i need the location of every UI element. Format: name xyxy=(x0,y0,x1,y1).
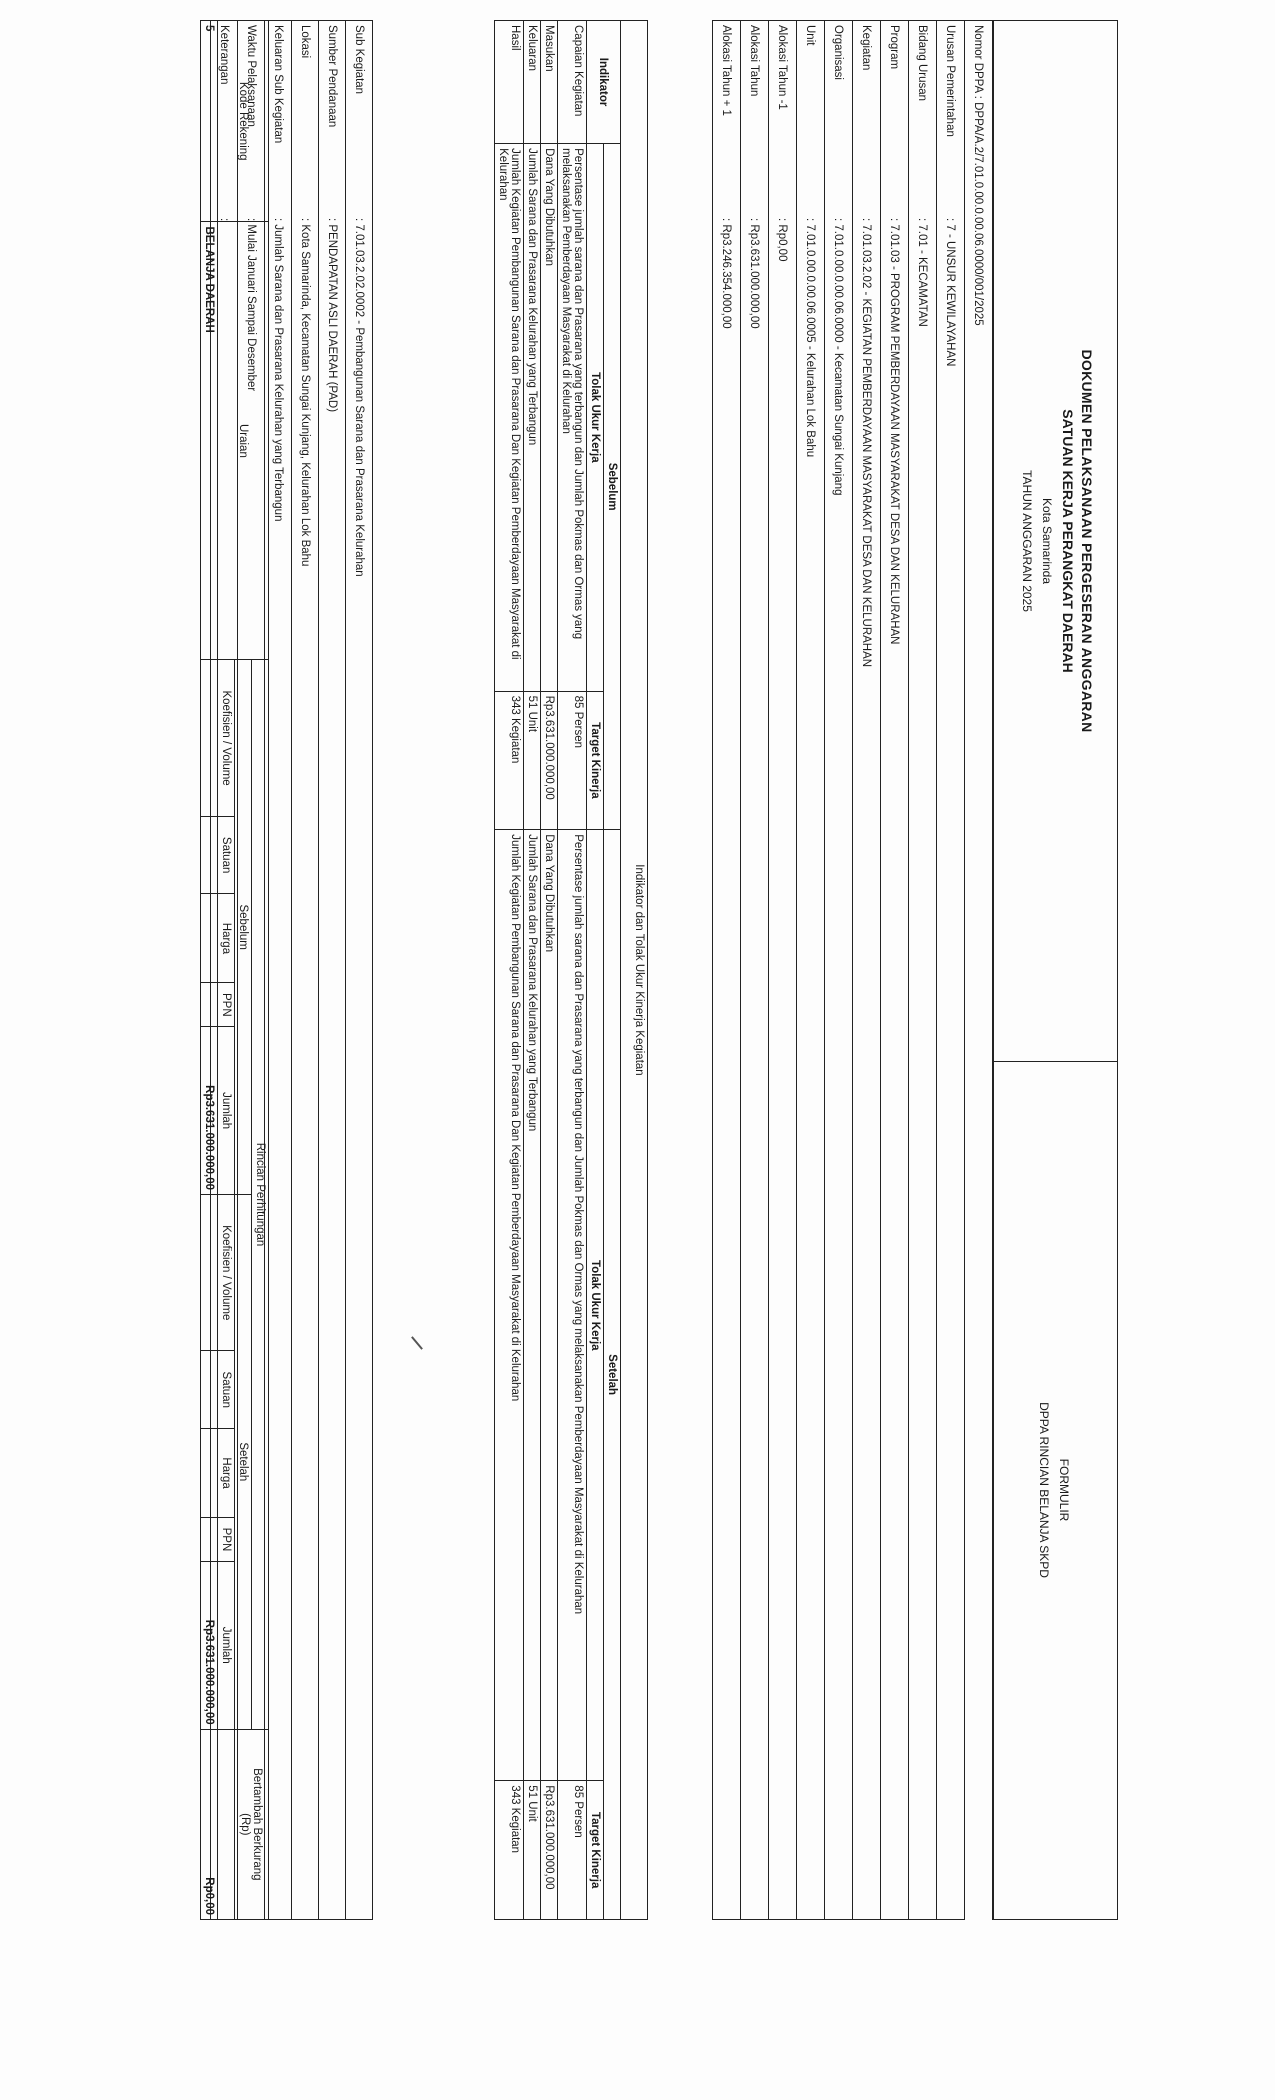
form-label: FORMULIR xyxy=(1057,1458,1071,1522)
indicator-row xyxy=(524,21,541,1920)
sub-info-key: Lokasi xyxy=(292,21,319,215)
col-tuk-before: Tolak Ukur Kerja xyxy=(587,144,604,691)
col-ppn-after: PPN xyxy=(218,1518,235,1562)
selisih-cell: Rp0,00 xyxy=(201,1729,218,1919)
document-subtitle: SATUAN KERJA PERANGKAT DAERAH xyxy=(1060,409,1076,673)
target-after: 51 Unit xyxy=(524,1781,541,1920)
target-before: 343 Kegiatan xyxy=(495,691,524,830)
koefisien-after-cell xyxy=(201,1195,218,1351)
sub-info-key: Keterangan xyxy=(211,21,238,215)
indicator-header-row xyxy=(587,21,604,1920)
col-harga-before: Harga xyxy=(218,894,235,983)
sub-info-row xyxy=(292,21,319,1920)
indicator-caption-row xyxy=(621,21,648,1920)
info-key: Urusan Pemerintahan xyxy=(937,21,965,215)
col-selisih-blank xyxy=(218,1729,235,1919)
target-after: Rp3.631.000.000,00 xyxy=(541,1781,558,1920)
info-row xyxy=(741,21,769,1920)
tuk-before: Jumlah Sarana dan Prasarana Kelurahan yang Terbangun xyxy=(524,144,541,691)
sub-info-key: Sub Kegiatan xyxy=(346,21,373,215)
harga-after-cell xyxy=(201,1429,218,1518)
rincian-header-row-1 xyxy=(252,21,269,1920)
header-form-block xyxy=(994,1061,1117,1919)
col-uraian: Uraian xyxy=(218,222,269,660)
indicator-label: Capaian Kegiatan xyxy=(558,21,587,144)
info-row xyxy=(881,21,909,1920)
col-koefisien-before: Koefisien / Volume xyxy=(218,660,235,816)
indicator-row xyxy=(495,21,524,1920)
col-jumlah-after: Jumlah xyxy=(218,1561,235,1729)
col-bertambah-berkurang xyxy=(235,1729,269,1919)
document-title: DOKUMEN PELAKSANAAN PERGESERAN ANGGARAN xyxy=(1079,349,1095,733)
info-key: Unit xyxy=(797,21,825,215)
info-value: : 7.01.0.00.0.00.06.0000 - Kecamatan Sungai Kunjang xyxy=(825,214,853,1920)
col-target-after: Target Kinerja xyxy=(587,1781,604,1920)
sub-info-value: : Kota Samarinda, Kecamatan Sungai Kunjang, Kelurahan Lok Bahu xyxy=(292,214,319,1920)
info-value: : Rp3.631.000.000,00 xyxy=(741,214,769,1920)
header-title-block xyxy=(994,21,1117,1062)
sub-info-row xyxy=(319,21,346,1920)
kode-cell: 5 xyxy=(201,21,218,222)
col-sebelum: Sebelum xyxy=(604,144,621,830)
col-tuk-after: Tolak Ukur Kerja xyxy=(587,830,604,1781)
info-key: Organisasi xyxy=(825,21,853,215)
koefisien-before-cell xyxy=(201,660,218,816)
info-row xyxy=(853,21,881,1920)
rotated-document xyxy=(98,20,1118,1920)
budget-year: TAHUN ANGGARAN 2025 xyxy=(1020,470,1034,612)
uraian-cell: BELANJA DAERAH xyxy=(201,222,218,660)
indicator-label: Keluaran xyxy=(524,21,541,144)
indicator-label: Hasil xyxy=(495,21,524,144)
target-after: 343 Kegiatan xyxy=(495,1781,524,1920)
col-koefisien-after: Koefisien / Volume xyxy=(218,1195,235,1351)
col-jumlah-before: Jumlah xyxy=(218,1027,235,1195)
col-ppn-before: PPN xyxy=(218,983,235,1027)
target-before: 51 Unit xyxy=(524,691,541,830)
sub-info-value: : 7.01.03.2.02.0002 - Pembangunan Sarana dan Prasarana Kelurahan xyxy=(346,214,373,1920)
col-kode-rekening: Kode Rekening xyxy=(218,21,269,222)
info-value: : 7.01 - KECAMATAN xyxy=(909,214,937,1920)
info-key: Alokasi Tahun xyxy=(741,21,769,215)
ppn-before-cell xyxy=(201,983,218,1027)
info-key: Nomor DPPA : DPPA/A.2/7.01.0.00.0.00.06.0000/001/2025 xyxy=(965,21,993,1920)
info-row xyxy=(825,21,853,1920)
tuk-before: Jumlah Kegiatan Pembangunan Sarana dan Prasarana Dan Kegiatan Pemberdayaan Masyarakat di Kelurahan xyxy=(495,144,524,691)
info-row xyxy=(937,21,965,1920)
bertambah-label: Bertambah Berkurang xyxy=(251,1768,264,1881)
sub-info-row xyxy=(346,21,373,1920)
satuan-after-cell xyxy=(201,1351,218,1429)
col-satuan-before: Satuan xyxy=(218,816,235,894)
col-setelah: Setelah xyxy=(604,830,621,1920)
rincian-row xyxy=(201,21,218,1920)
indicator-group-row xyxy=(604,21,621,1920)
tuk-after: Jumlah Kegiatan Pembangunan Sarana dan Prasarana Dan Kegiatan Pemberdayaan Masyarakat di Kelurahan xyxy=(495,830,524,1781)
jumlah-before-cell: Rp3.631.000.000,00 xyxy=(201,1027,218,1195)
info-value: : 7 - UNSUR KEWILAYAHAN xyxy=(937,214,965,1920)
indicator-label: Masukan xyxy=(541,21,558,144)
tuk-after: Dana Yang Dibutuhkan xyxy=(541,830,558,1781)
info-value: : 7.01.03.2.02 - KEGIATAN PEMBERDAYAAN MASYARAKAT DESA DAN KELURAHAN xyxy=(853,214,881,1920)
col-setelah: Setelah xyxy=(235,1195,252,1730)
col-indikator: Indikator xyxy=(587,21,621,144)
info-value: : Rp3.246.354.000,00 xyxy=(713,214,741,1920)
tuk-after: Jumlah Sarana dan Prasarana Kelurahan yang Terbangun xyxy=(524,830,541,1781)
jumlah-after-cell: Rp3.631.000.000,00 xyxy=(201,1561,218,1729)
sub-info-key: Waktu Pelaksanaan xyxy=(238,21,265,215)
info-value: : Rp0,00 xyxy=(769,214,797,1920)
indicator-row xyxy=(541,21,558,1920)
sub-info-value: : PENDAPATAN ASLI DAERAH (PAD) xyxy=(319,214,346,1920)
info-key: Bidang Urusan xyxy=(909,21,937,215)
tuk-before: Dana Yang Dibutuhkan xyxy=(541,144,558,691)
info-key: Program xyxy=(881,21,909,215)
indicator-table xyxy=(494,20,648,1920)
harga-before-cell xyxy=(201,894,218,983)
sub-info-value: : xyxy=(211,214,238,1920)
info-value: : 7.01.0.00.0.00.06.0005 - Kelurahan Lok Bahu xyxy=(797,214,825,1920)
indicator-row xyxy=(558,21,587,1920)
satuan-before-cell xyxy=(201,816,218,894)
col-harga-after: Harga xyxy=(218,1429,235,1518)
col-satuan-after: Satuan xyxy=(218,1351,235,1429)
col-rincian-perhitungan: Rincian Perhitungan xyxy=(252,660,269,1729)
info-key: Alokasi Tahun + 1 xyxy=(713,21,741,215)
sub-info-key: Keluaran Sub Kegiatan xyxy=(265,21,292,215)
info-row xyxy=(713,21,741,1920)
sub-info-value: : Jumlah Sarana dan Prasarana Kelurahan yang Terbangun xyxy=(265,214,292,1920)
info-row xyxy=(965,21,993,1920)
ppn-after-cell xyxy=(201,1518,218,1562)
target-before: 85 Persen xyxy=(558,691,587,830)
col-target-before: Target Kinerja xyxy=(587,691,604,830)
target-after: 85 Persen xyxy=(558,1781,587,1920)
tuk-before: Persentase jumlah sarana dan Prasarana yang terbangun dan Jumlah Pokmas dan Ormas yang melaksanakan Pemberdayaan Masyarakat di Kelurahan xyxy=(558,144,587,691)
col-sebelum: Sebelum xyxy=(235,660,252,1195)
pen-mark xyxy=(411,1336,423,1350)
info-key: Alokasi Tahun -1 xyxy=(769,21,797,215)
tuk-after: Persentase jumlah sarana dan Prasarana yang terbangun dan Jumlah Pokmas dan Ormas yang melaksanakan Pemberdayaan Masyarakat di Kelurahan xyxy=(558,830,587,1781)
info-table xyxy=(712,20,993,1920)
target-before: Rp3.631.000.000,00 xyxy=(541,691,558,830)
info-row xyxy=(909,21,937,1920)
rincian-table xyxy=(200,20,269,1920)
sub-info-key: Sumber Pendanaan xyxy=(319,21,346,215)
info-key: Kegiatan xyxy=(853,21,881,215)
info-row xyxy=(769,21,797,1920)
rp-label: (Rp) xyxy=(239,1813,252,1836)
city-label: Kota Samarinda xyxy=(1040,497,1054,585)
form-name: DPPA RINCIAN BELANJA SKPD xyxy=(1037,1402,1051,1578)
document-header xyxy=(993,20,1118,1920)
indicator-caption: Indikator dan Tolak Ukur Kinerja Kegiatan xyxy=(621,21,648,1920)
sub-info-value: : Mulai Januari Sampai Desember xyxy=(238,214,265,1920)
info-value: : 7.01.03 - PROGRAM PEMBERDAYAAN MASYARAKAT DESA DAN KELURAHAN xyxy=(881,214,909,1920)
info-row xyxy=(797,21,825,1920)
